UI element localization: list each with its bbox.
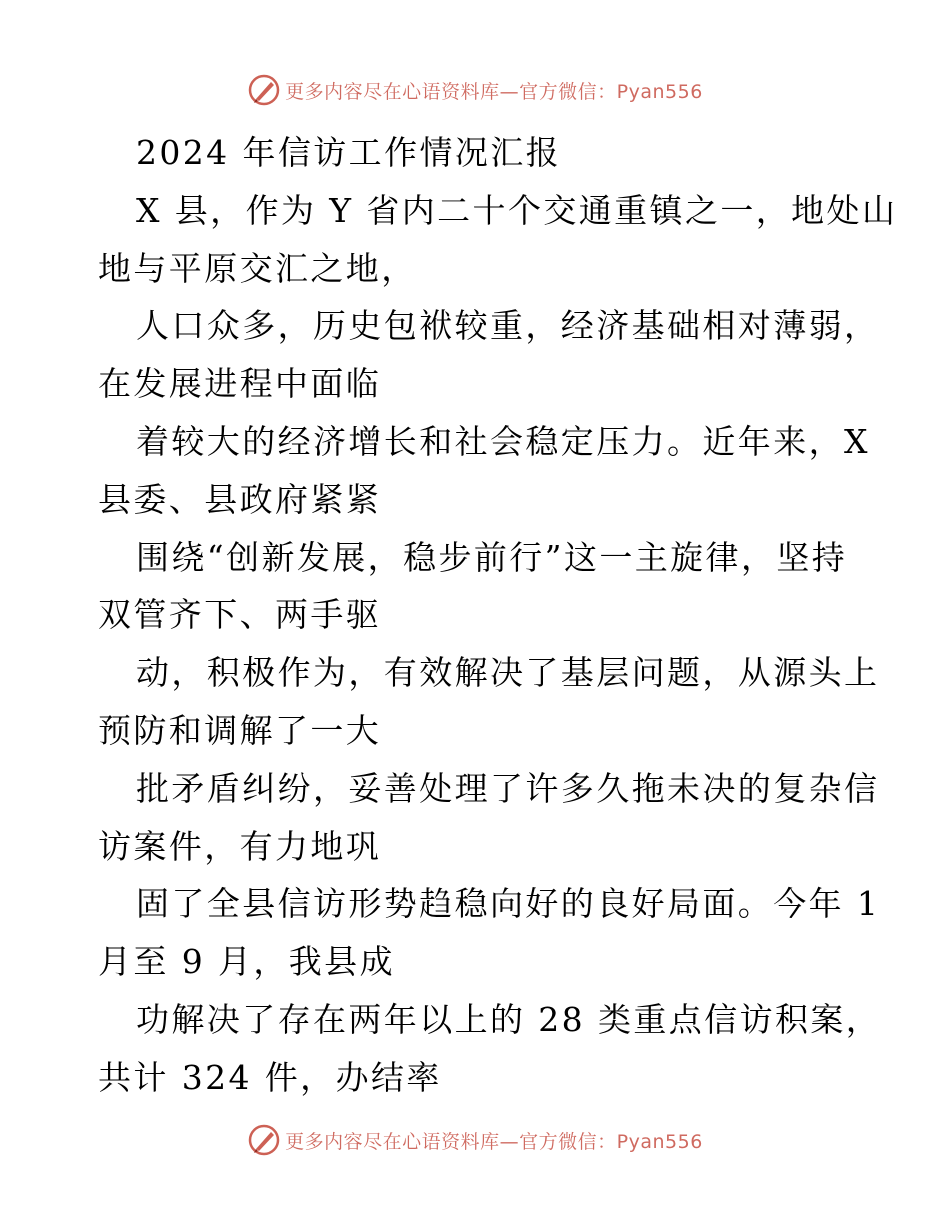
paragraph-line: 访案件，有力地巩 <box>98 826 382 866</box>
quill-pen-logo-icon <box>247 1123 281 1157</box>
paragraph-line: 围绕“创新发展，稳步前行”这一主旋律，坚持 <box>136 537 848 577</box>
header-watermark <box>0 70 950 110</box>
quill-pen-logo-icon <box>247 73 281 107</box>
watermark-text: 更多内容尽在心语资料库—官方微信：Pyan556 <box>285 1130 703 1153</box>
paragraph-line: 县委、县政府紧紧 <box>98 479 382 519</box>
paragraph-line: 批矛盾纠纷，妥善处理了许多久拖未决的复杂信 <box>136 768 880 808</box>
paragraph-line: 地与平原交汇之地， <box>98 248 417 288</box>
paragraph-line: 固了全县信访形势趋稳向好的良好局面。今年 1 <box>136 884 881 924</box>
footer-watermark <box>0 1120 950 1160</box>
document-body <box>98 124 898 1107</box>
paragraph-line: 双管齐下、两手驱 <box>98 595 382 635</box>
paragraph-line: 共计 324 件，办结率 <box>98 1057 442 1097</box>
paragraph-line: 动，积极作为，有效解决了基层问题，从源头上 <box>136 653 880 693</box>
paragraph-line: 在发展进程中面临 <box>98 364 382 404</box>
paragraph-line: 月至 9 月，我县成 <box>98 942 395 982</box>
document-title: 2024 年信访工作情况汇报 <box>136 133 562 172</box>
paragraph-line: X 县，作为 Y 省内二十个交通重镇之一，地处山 <box>136 190 898 230</box>
paragraph-line: 功解决了存在两年以上的 28 类重点信访积案， <box>136 999 882 1039</box>
paragraph-line: 着较大的经济增长和社会稳定压力。近年来，X <box>136 421 870 461</box>
paragraph-line: 预防和调解了一大 <box>98 710 382 750</box>
paragraph-line: 人口众多，历史包袱较重，经济基础相对薄弱， <box>136 306 880 346</box>
watermark-text: 更多内容尽在心语资料库—官方微信：Pyan556 <box>285 80 703 103</box>
